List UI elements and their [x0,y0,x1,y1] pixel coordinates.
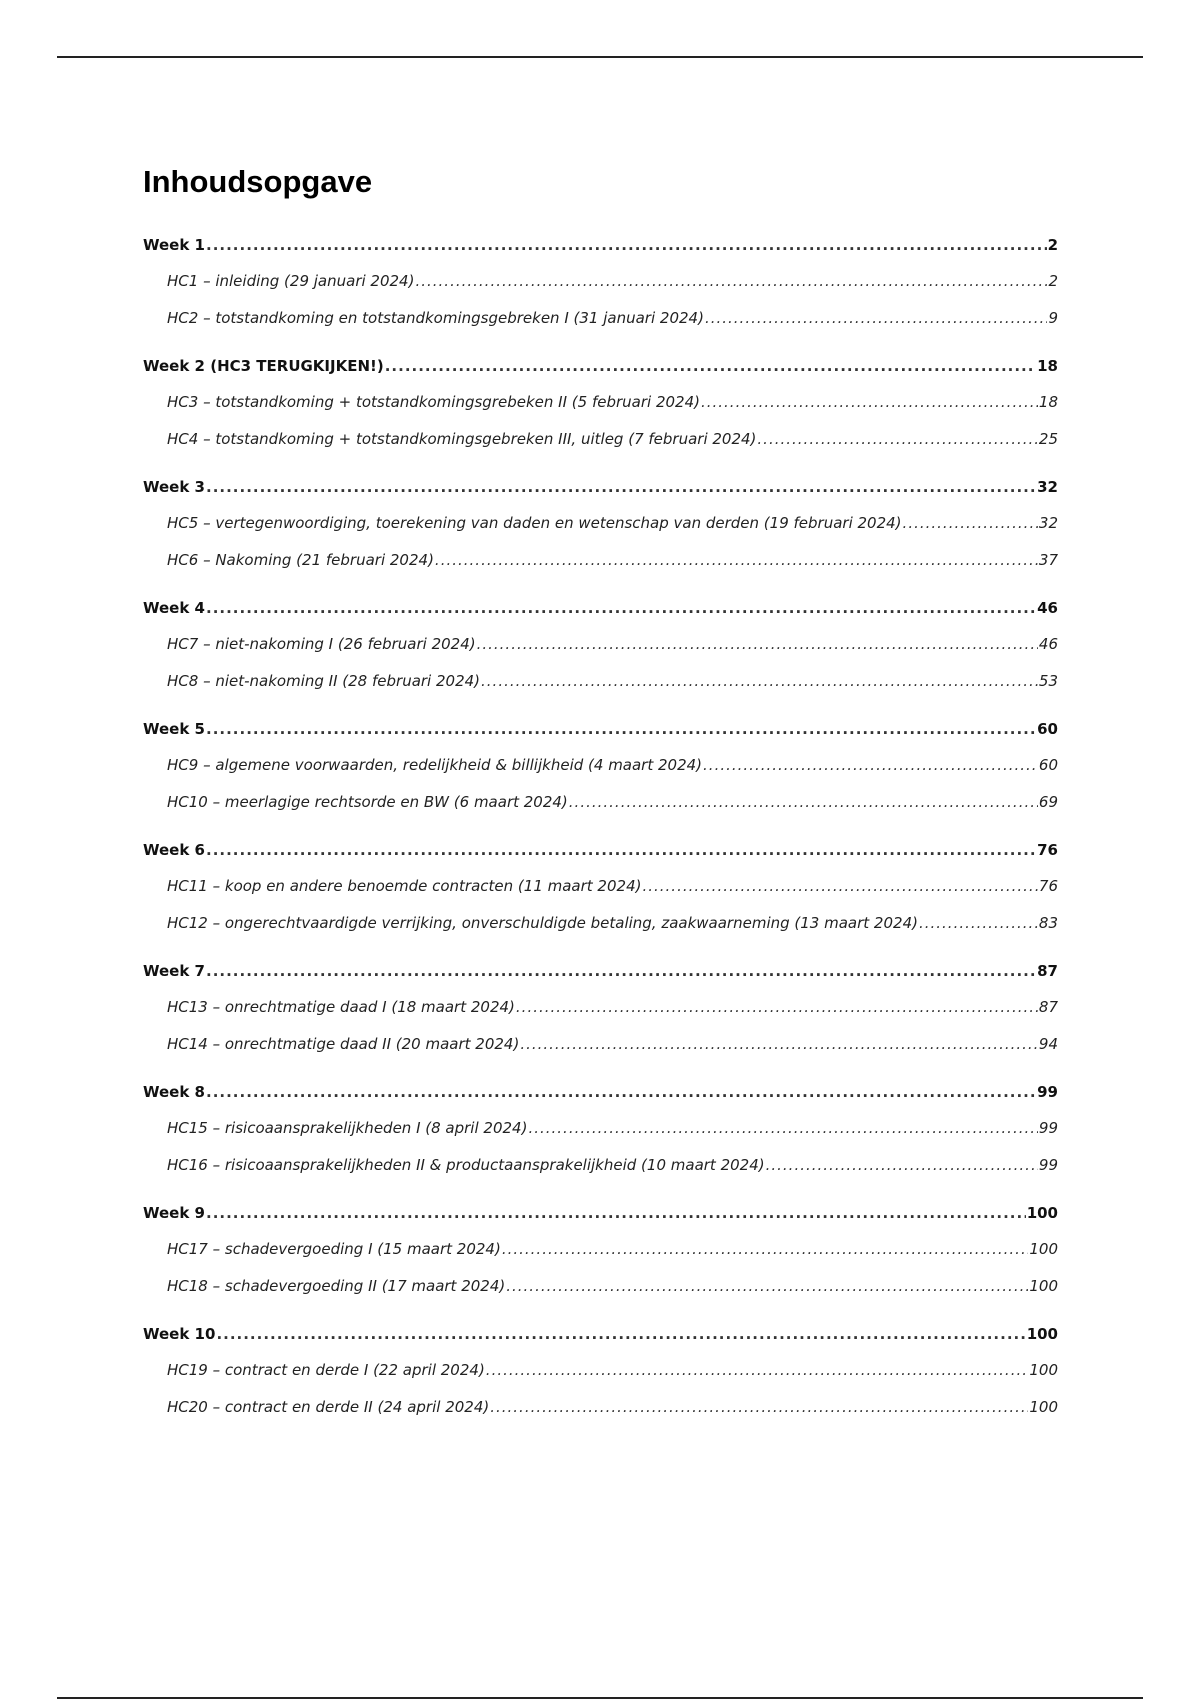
toc-week-group [143,590,1058,700]
toc-week-entry-page-number: 76 [1037,841,1058,859]
toc-week-entry-label: Week 2 (HC3 TERUGKIJKEN!) [143,357,384,375]
dot-leader [516,989,1038,1026]
toc-week-entry-label: Week 1 [143,236,205,254]
dot-leader [703,747,1038,784]
toc-week-entry-label: Week 3 [143,478,205,496]
toc-lecture-entry-page-number: 100 [1029,1240,1058,1258]
dot-leader [206,590,1036,626]
toc-lecture-entry[interactable] [143,1389,1058,1426]
dot-leader [520,1026,1038,1063]
dot-leader [919,905,1038,942]
toc-lecture-entry-page-number: 9 [1048,309,1058,327]
toc-lecture-entry-page-number: 100 [1029,1277,1058,1295]
dot-leader [569,784,1038,821]
dot-leader [528,1110,1037,1147]
toc-lecture-entry-label: HC8 – niet-nakoming II (28 februari 2024) [167,672,481,690]
toc-lecture-entry[interactable] [143,300,1058,337]
toc-lecture-entry[interactable] [143,1231,1058,1268]
dot-leader [486,1352,1029,1389]
toc-lecture-entry-page-number: 76 [1038,877,1058,895]
toc-lecture-entry[interactable] [143,868,1058,905]
toc-week-entry[interactable] [143,1195,1058,1231]
toc-lecture-entry-label: HC13 – onrechtmatige daad I (18 maart 2024) [167,998,515,1016]
toc-lecture-entry-page-number: 100 [1029,1398,1058,1416]
toc-lecture-entry-page-number: 25 [1038,430,1058,448]
toc-lecture-entry-page-number: 60 [1038,756,1058,774]
toc-lecture-entry-label: HC12 – ongerechtvaardigde verrijking, onverschuldigde betaling, zaakwaarneming (13 maart 2024) [167,914,918,932]
toc-lecture-entry-label: HC9 – algemene voorwaarden, redelijkheid & billijkheid (4 maart 2024) [167,756,703,774]
toc-week-entry-page-number: 46 [1037,599,1058,617]
toc-week-entry-label: Week 7 [143,962,205,980]
toc-lecture-entry[interactable] [143,663,1058,700]
toc-lecture-entry[interactable] [143,1268,1058,1305]
toc-week-entry[interactable] [143,590,1058,626]
toc-lecture-entry[interactable] [143,505,1058,542]
toc-lecture-entry-page-number: 94 [1038,1035,1058,1053]
toc-lecture-entry[interactable] [143,905,1058,942]
dot-leader [701,384,1038,421]
toc-lecture-entry-page-number: 100 [1029,1361,1058,1379]
toc-week-entry-label: Week 10 [143,1325,216,1343]
toc-lecture-entry-label: HC20 – contract en derde II (24 april 2024) [167,1398,490,1416]
toc-lecture-entry-page-number: 69 [1038,793,1058,811]
toc-week-entry-page-number: 32 [1037,478,1058,496]
toc-lecture-entry-label: HC11 – koop en andere benoemde contracten (11 maart 2024) [167,877,642,895]
toc-lecture-entry-label: HC15 – risicoaansprakelijkheden I (8 april 2024) [167,1119,528,1137]
toc-lecture-entry[interactable] [143,989,1058,1026]
dot-leader [642,868,1037,905]
dot-leader [477,626,1038,663]
toc-week-entry-label: Week 9 [143,1204,205,1222]
toc-lecture-entry[interactable] [143,1110,1058,1147]
toc-lecture-entry[interactable] [143,1026,1058,1063]
toc-week-group [143,1195,1058,1305]
toc-week-entry[interactable] [143,227,1058,263]
toc-lecture-entry[interactable] [143,784,1058,821]
header-rule [57,56,1143,58]
toc-lecture-entry[interactable] [143,263,1058,300]
dot-leader [206,711,1036,747]
toc-lecture-entry-page-number: 53 [1038,672,1058,690]
toc-lecture-entry-label: HC1 – inleiding (29 januari 2024) [167,272,415,290]
toc-week-entry-page-number: 100 [1026,1204,1058,1222]
toc-week-entry-page-number: 99 [1037,1083,1058,1101]
toc-lecture-entry[interactable] [143,384,1058,421]
toc-week-entry-label: Week 5 [143,720,205,738]
toc-lecture-entry-page-number: 2 [1048,272,1058,290]
dot-leader [385,348,1036,384]
toc-week-entry[interactable] [143,1074,1058,1110]
dot-leader [766,1147,1038,1184]
toc-week-entry[interactable] [143,832,1058,868]
dot-leader [481,663,1038,700]
toc-lecture-entry-label: HC5 – vertegenwoordiging, toerekening van daden en wetenschap van derden (19 februari 2024) [167,514,902,532]
dot-leader [206,832,1036,868]
toc-lecture-entry-label: HC7 – niet-nakoming I (26 februari 2024) [167,635,476,653]
toc-week-group [143,953,1058,1063]
toc-lecture-entry-label: HC3 – totstandkoming + totstandkomingsgrebeken II (5 februari 2024) [167,393,700,411]
toc-week-entry-label: Week 8 [143,1083,205,1101]
toc-lecture-entry-page-number: 46 [1038,635,1058,653]
toc-lecture-entry-label: HC10 – meerlagige rechtsorde en BW (6 maart 2024) [167,793,568,811]
dot-leader [206,1074,1036,1110]
dot-leader [757,421,1038,458]
dot-leader [206,469,1036,505]
dot-leader [415,263,1047,300]
toc-lecture-entry[interactable] [143,626,1058,663]
toc-lecture-entry-page-number: 37 [1038,551,1058,569]
toc-week-entry[interactable] [143,711,1058,747]
toc-week-group [143,469,1058,579]
toc-week-entry-page-number: 18 [1037,357,1058,375]
footer-rule [57,1697,1143,1699]
dot-leader [705,300,1048,337]
toc-lecture-entry-page-number: 99 [1038,1119,1058,1137]
toc-week-entry[interactable] [143,953,1058,989]
toc-week-entry-page-number: 2 [1047,236,1058,254]
toc-lecture-entry-label: HC19 – contract en derde I (22 april 2024) [167,1361,485,1379]
toc-week-group [143,1074,1058,1184]
toc-lecture-entry[interactable] [143,1352,1058,1389]
toc-lecture-entry-label: HC16 – risicoaansprakelijkheden II & productaansprakelijkheid (10 maart 2024) [167,1156,765,1174]
toc-lecture-entry[interactable] [143,1147,1058,1184]
toc-week-entry-label: Week 6 [143,841,205,859]
toc-lecture-entry-label: HC17 – schadevergoeding I (15 maart 2024) [167,1240,501,1258]
toc-week-entry[interactable] [143,1316,1058,1352]
toc-week-entry[interactable] [143,469,1058,505]
toc-lecture-entry-label: HC18 – schadevergoeding II (17 maart 2024) [167,1277,506,1295]
toc-week-group [143,1316,1058,1426]
toc-lecture-entry[interactable] [143,542,1058,579]
dot-leader [206,953,1036,989]
toc-lecture-entry-page-number: 83 [1038,914,1058,932]
toc-lecture-entry-page-number: 99 [1038,1156,1058,1174]
toc-lecture-entry-label: HC6 – Nakoming (21 februari 2024) [167,551,434,569]
dot-leader [206,227,1047,263]
toc-lecture-entry-page-number: 18 [1038,393,1058,411]
dot-leader [206,1195,1026,1231]
toc-week-entry-label: Week 4 [143,599,205,617]
dot-leader [216,1316,1025,1352]
toc-week-group [143,711,1058,821]
toc-lecture-entry[interactable] [143,747,1058,784]
toc-lecture-entry-page-number: 32 [1038,514,1058,532]
toc-title: Inhoudsopgave [143,164,373,199]
toc-lecture-entry[interactable] [143,421,1058,458]
dot-leader [903,505,1038,542]
dot-leader [506,1268,1028,1305]
toc-list [143,227,1058,1437]
toc-week-entry[interactable] [143,348,1058,384]
dot-leader [502,1231,1029,1268]
dot-leader [490,1389,1028,1426]
toc-week-group [143,348,1058,458]
toc-week-entry-page-number: 87 [1037,962,1058,980]
toc-week-entry-page-number: 60 [1037,720,1058,738]
toc-lecture-entry-page-number: 87 [1038,998,1058,1016]
toc-week-entry-page-number: 100 [1026,1325,1058,1343]
toc-week-group [143,227,1058,337]
dot-leader [435,542,1038,579]
toc-week-group [143,832,1058,942]
toc-lecture-entry-label: HC14 – onrechtmatige daad II (20 maart 2024) [167,1035,520,1053]
toc-lecture-entry-label: HC2 – totstandkoming en totstandkomingsgebreken I (31 januari 2024) [167,309,704,327]
toc-lecture-entry-label: HC4 – totstandkoming + totstandkomingsgebreken III, uitleg (7 februari 2024) [167,430,757,448]
